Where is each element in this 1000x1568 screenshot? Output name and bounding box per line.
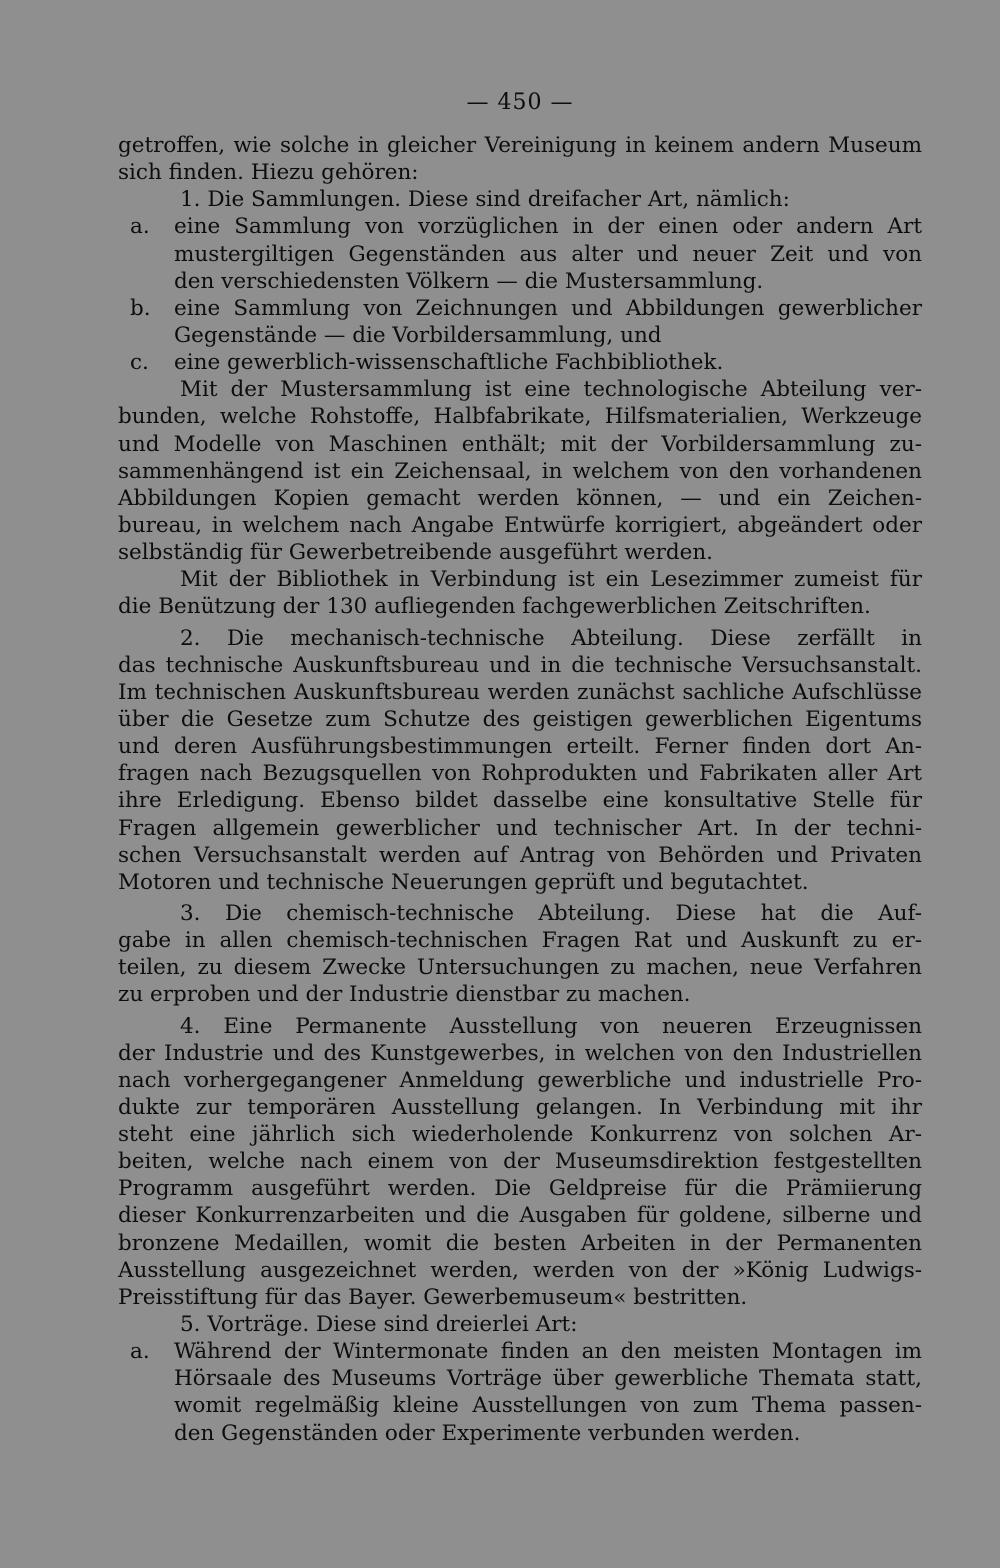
text-line: [118, 241, 922, 268]
document-page: [118, 88, 922, 1447]
line-text: eine gewerblich-wissenschaftliche Fachbibliothek.: [174, 350, 724, 376]
text-line: [118, 376, 922, 403]
line-text: 2. Die mechanisch-technische Abteilung. Diese zerfällt in: [180, 625, 922, 651]
line-text: 5. Vorträge. Diese sind dreierlei Art:: [180, 1312, 578, 1338]
line-text: beiten, welche nach einem von der Museumsdirektion festgestellten: [118, 1149, 922, 1175]
line-text: bunden, welche Rohstoffe, Halbfabrikate, Hilfsmaterialien, Werkzeuge: [118, 404, 922, 430]
line-text: Preisstiftung für das Bayer. Gewerbemuseum« bestritten.: [118, 1284, 748, 1310]
text-line: [118, 679, 922, 706]
line-text: und deren Ausführungsbestimmungen erteilt. Ferner finden dort An-: [118, 734, 922, 760]
list-item-label: b.: [130, 295, 151, 321]
line-text: steht eine jährlich sich wiederholende Konkurrenz von solchen Ar-: [118, 1122, 922, 1148]
text-line: [118, 954, 922, 981]
line-text: der Industrie und des Kunstgewerbes, in welchen von den Industriellen: [118, 1040, 922, 1066]
body-text: [118, 132, 922, 1447]
text-line: [118, 268, 922, 295]
line-text: mustergiltigen Gegenständen aus alter und neuer Zeit und von: [174, 241, 922, 267]
text-line: [118, 706, 922, 733]
line-text: 4. Eine Permanente Ausstellung von neueren Erzeugnissen: [180, 1013, 922, 1039]
line-text: Mit der Bibliothek in Verbindung ist ein Lesezimmer zumeist für: [180, 567, 922, 593]
text-line: [118, 485, 922, 512]
text-line: [118, 1121, 922, 1148]
line-text: den Gegenständen oder Experimente verbunden werden.: [174, 1420, 801, 1446]
line-text: Mit der Mustersammlung ist eine technologische Abteilung ver-: [180, 377, 922, 403]
line-text: Gegenstände — die Vorbildersammlung, und: [174, 322, 662, 348]
line-text: Programm ausgeführt werden. Die Geldpreise für die Prämiierung: [118, 1176, 922, 1202]
line-text: nach vorhergegangener Anmeldung gewerbliche und industrielle Pro-: [118, 1067, 922, 1093]
text-line: [118, 566, 922, 593]
text-line: [118, 1257, 922, 1284]
line-text: den verschiedensten Völkern — die Mustersammlung.: [174, 268, 764, 294]
line-text: Motoren und technische Neuerungen geprüft und begutachtet.: [118, 869, 809, 895]
line-text: zu erproben und der Industrie dienstbar zu machen.: [118, 982, 691, 1008]
text-line: [118, 1420, 922, 1447]
text-line: [118, 1175, 922, 1202]
line-text: Ausstellung ausgezeichnet werden, werden von der »König Ludwigs-: [118, 1257, 922, 1283]
line-text: die Benützung der 130 aufliegenden fachgewerblichen Zeitschriften.: [118, 594, 871, 620]
text-line: [118, 593, 922, 620]
list-item-label: a.: [130, 1339, 150, 1365]
text-line: [118, 927, 922, 954]
text-line: [118, 1392, 922, 1419]
list-item-label: a.: [130, 214, 150, 240]
line-text: 3. Die chemisch-technische Abteilung. Diese hat die Auf-: [180, 900, 922, 926]
text-line: [118, 1013, 922, 1040]
line-text: selbständig für Gewerbetreibende ausgeführt werden.: [118, 540, 714, 566]
text-line: [118, 1230, 922, 1257]
line-text: Fragen allgemein gewerblicher und technischer Art. In der techni-: [118, 815, 922, 841]
text-line: [118, 1284, 922, 1311]
line-text: fragen nach Bezugsquellen von Rohprodukten und Fabrikaten aller Art: [118, 761, 922, 787]
text-line: [118, 1365, 922, 1392]
page-number: — 450 —: [466, 90, 574, 115]
text-line: [118, 295, 922, 322]
line-text: schen Versuchsanstalt werden auf Antrag von Behörden und Privaten: [118, 842, 922, 868]
text-line: [118, 1148, 922, 1175]
text-line: [118, 159, 922, 186]
line-text: das technische Auskunftsbureau und in die technische Versuchsanstalt.: [118, 652, 922, 678]
line-text: sich finden. Hiezu gehören:: [118, 160, 419, 186]
line-text: Abbildungen Kopien gemacht werden können, — und ein Zeichen-: [118, 485, 922, 511]
text-line: [118, 625, 922, 652]
text-line: [118, 1040, 922, 1067]
text-line: [118, 512, 922, 539]
text-line: [118, 869, 922, 896]
text-line: [118, 733, 922, 760]
line-text: eine Sammlung von vorzüglichen in der einen oder andern Art: [174, 214, 922, 240]
line-text: Im technischen Auskunftsbureau werden zunächst sachliche Aufschlüsse: [118, 679, 922, 705]
text-line: [118, 787, 922, 814]
text-line: [118, 652, 922, 679]
line-text: Hörsaale des Museums Vorträge über gewerbliche Themata statt,: [174, 1366, 922, 1392]
text-line: [118, 539, 922, 566]
text-line: [118, 1311, 922, 1338]
line-text: eine Sammlung von Zeichnungen und Abbildungen gewerblicher: [174, 295, 922, 321]
line-text: womit regelmäßig kleine Ausstellungen von zum Thema passen-: [174, 1393, 922, 1419]
text-line: [118, 431, 922, 458]
text-line: [118, 1094, 922, 1121]
line-text: teilen, zu diesem Zwecke Untersuchungen zu machen, neue Verfahren: [118, 955, 922, 981]
text-line: [118, 1067, 922, 1094]
text-line: [118, 403, 922, 430]
text-line: [118, 322, 922, 349]
line-text: bureau, in welchem nach Angabe Entwürfe korrigiert, abgeändert oder: [118, 512, 922, 538]
line-text: sammenhängend ist ein Zeichensaal, in welchem von den vorhandenen: [118, 458, 922, 484]
line-text: 1. Die Sammlungen. Diese sind dreifacher Art, nämlich:: [180, 187, 790, 213]
line-text: und Modelle von Maschinen enthält; mit der Vorbildersammlung zu-: [118, 431, 922, 457]
text-line: [118, 213, 922, 240]
line-text: über die Gesetze zum Schutze des geistigen gewerblichen Eigentums: [118, 706, 922, 732]
text-line: [118, 132, 922, 159]
line-text: dieser Konkurrenzarbeiten und die Ausgaben für goldene, silberne und: [118, 1203, 922, 1229]
text-line: [118, 1338, 922, 1365]
line-text: getroffen, wie solche in gleicher Vereinigung in keinem andern Museum: [118, 133, 922, 158]
text-line: [118, 842, 922, 869]
text-line: [118, 349, 922, 376]
line-text: ihre Erledigung. Ebenso bildet dasselbe eine konsultative Stelle für: [118, 788, 922, 814]
text-line: [118, 900, 922, 927]
line-text: Während der Wintermonate finden an den meisten Montagen im: [174, 1339, 922, 1365]
text-line: [118, 760, 922, 787]
text-line: [118, 981, 922, 1008]
text-line: [118, 1202, 922, 1229]
line-text: dukte zur temporären Ausstellung gelangen. In Verbindung mit ihr: [118, 1094, 922, 1120]
text-line: [118, 186, 922, 213]
list-item-label: c.: [130, 350, 149, 376]
text-line: [118, 815, 922, 842]
line-text: bronzene Medaillen, womit die besten Arbeiten in der Permanenten: [118, 1230, 922, 1256]
text-line: [118, 458, 922, 485]
line-text: gabe in allen chemisch-technischen Fragen Rat und Auskunft zu er-: [118, 928, 922, 954]
